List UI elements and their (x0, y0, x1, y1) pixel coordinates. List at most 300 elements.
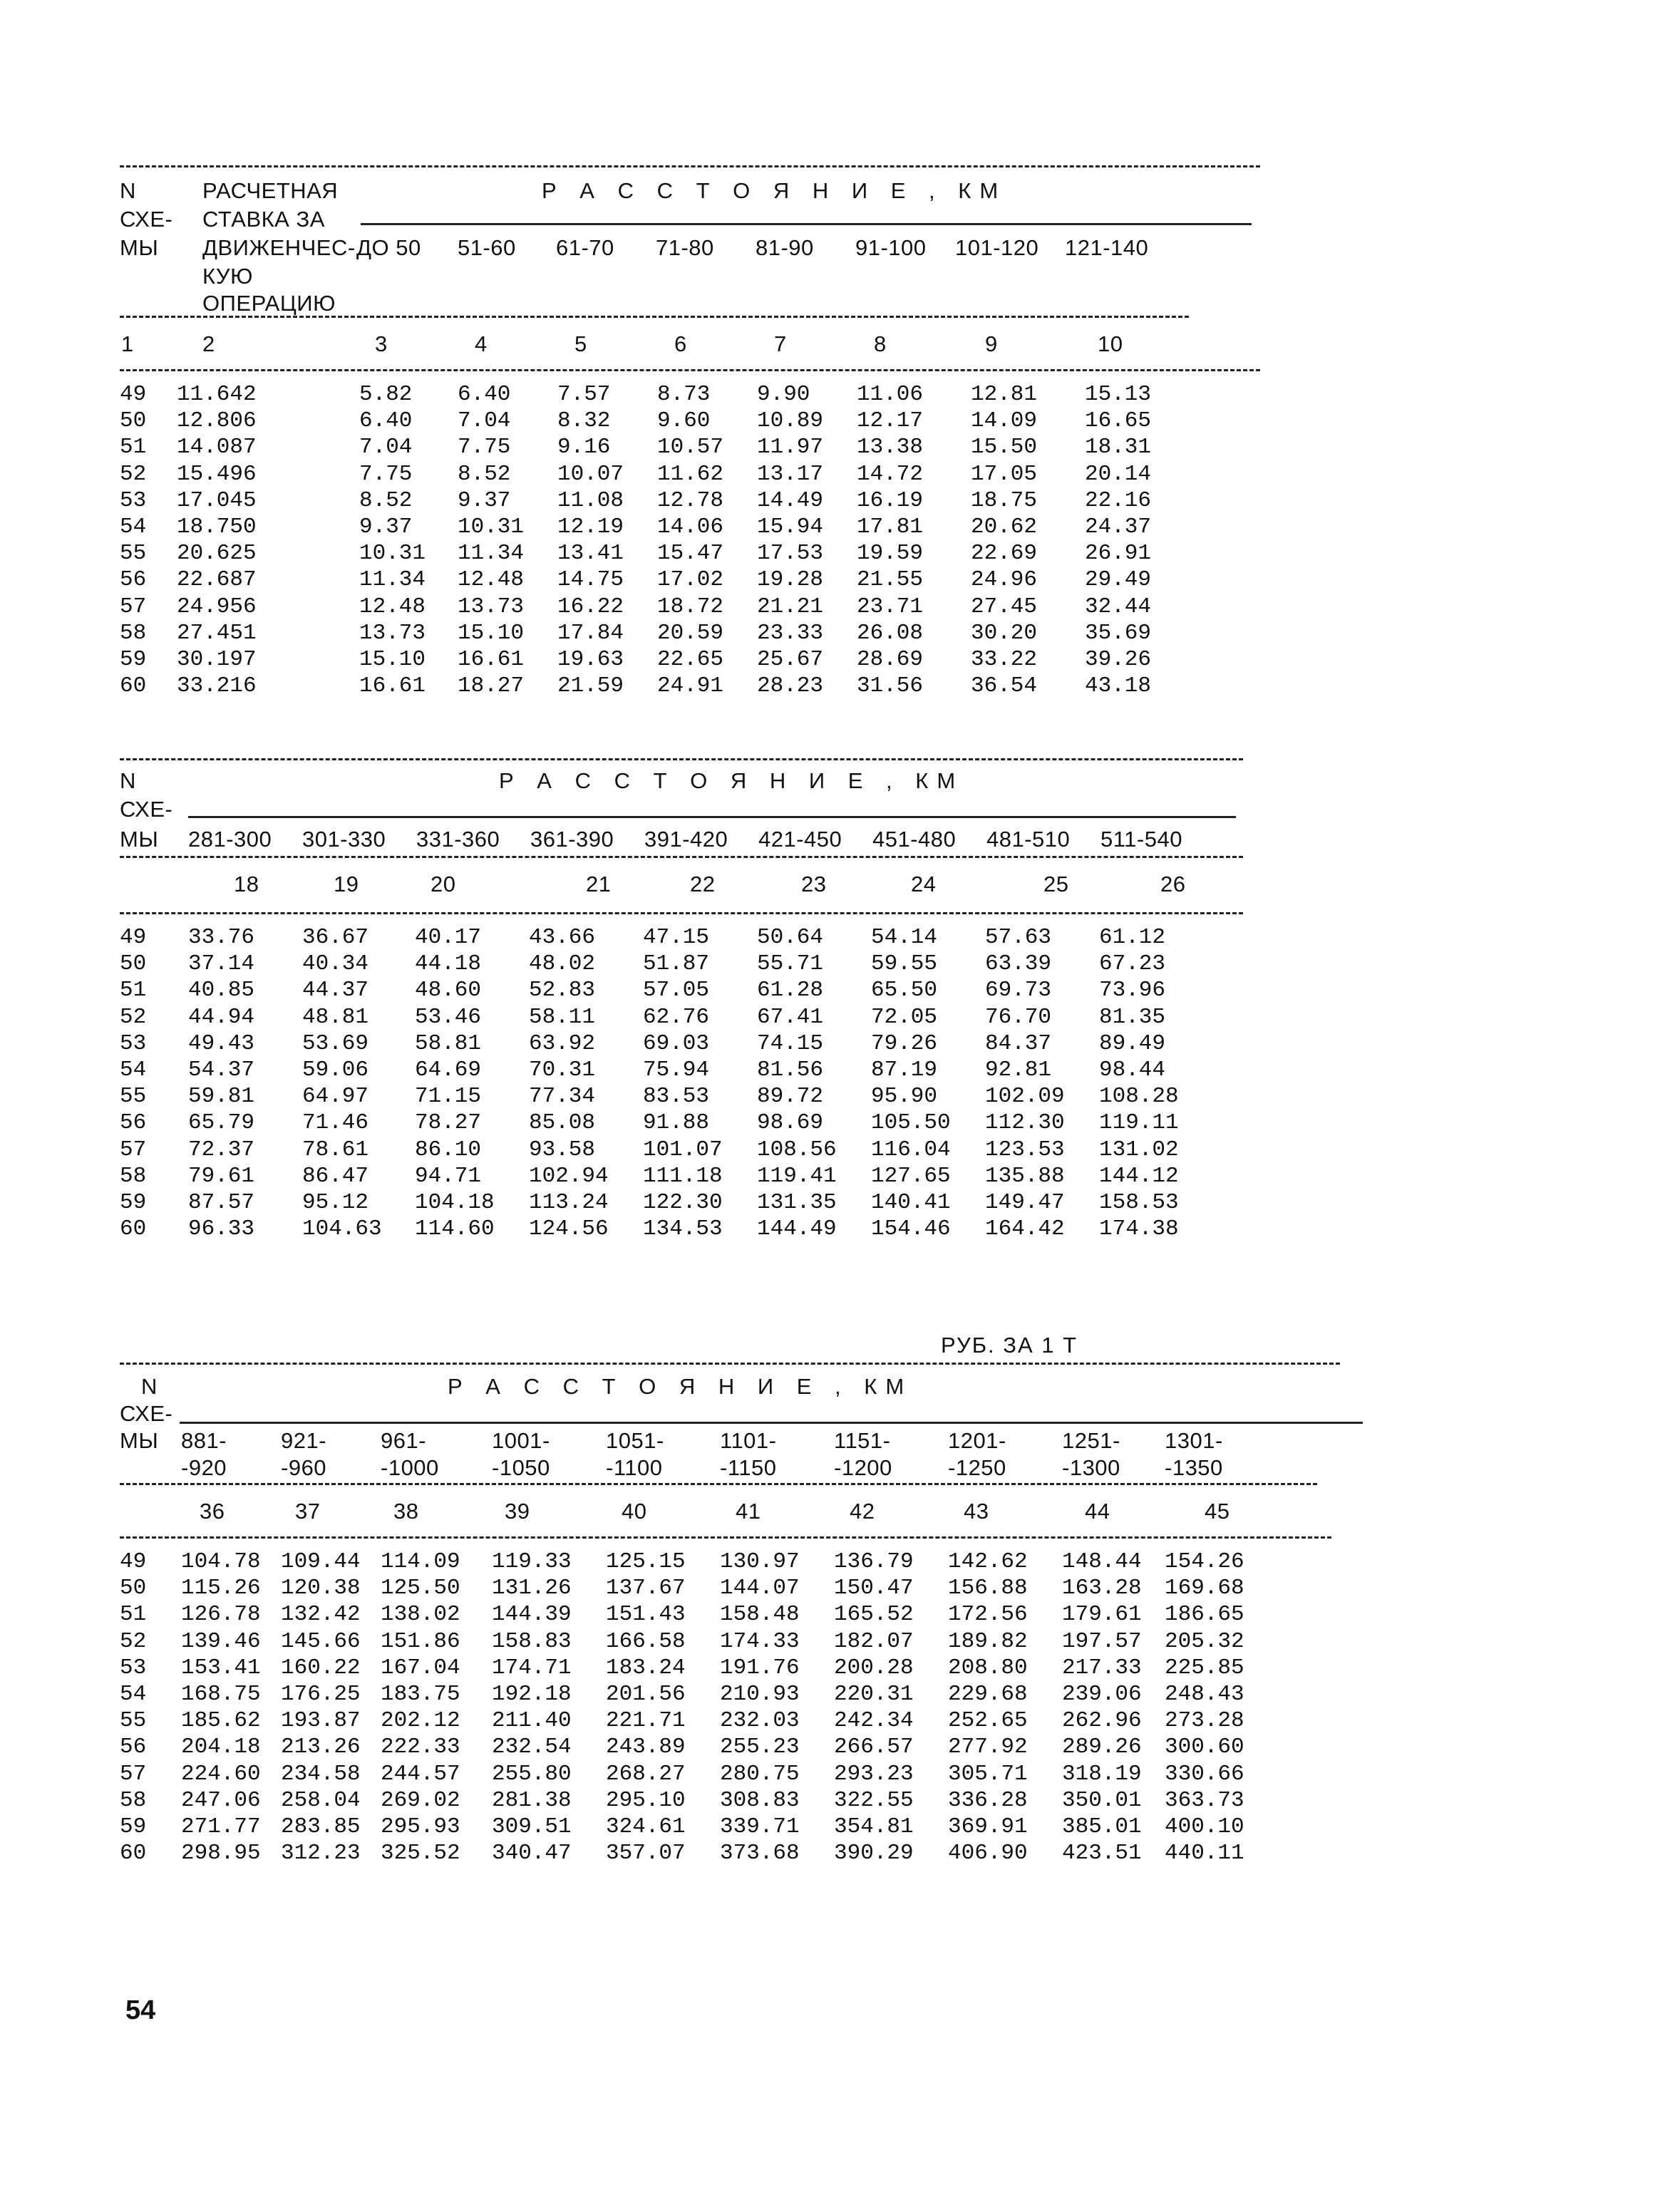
scheme-number: 52 (120, 1628, 147, 1654)
rate-cell: 363.73 (1165, 1787, 1244, 1813)
table-row (120, 1655, 1340, 1681)
table-row (120, 567, 1260, 593)
table-header (120, 760, 1243, 856)
table-row (120, 1628, 1340, 1655)
table-row (120, 594, 1260, 620)
rate-cell: 55.71 (757, 951, 824, 977)
rate-cell: 221.71 (606, 1708, 686, 1734)
col-number: 23 (801, 872, 827, 896)
rate-cell: 101.07 (643, 1137, 723, 1162)
rate-cell: 44.18 (415, 951, 482, 977)
rate-cell: 269.02 (381, 1787, 460, 1813)
col-number: 24 (911, 872, 937, 896)
rate-cell: 123.53 (985, 1137, 1065, 1162)
rate-cell: 289.26 (1062, 1735, 1142, 1760)
rate-cell: 17.05 (971, 461, 1038, 487)
rate-cell: 54.37 (188, 1057, 255, 1082)
col-number: 2 (202, 331, 215, 356)
rate-cell: 17.53 (757, 541, 824, 567)
group-underline (361, 223, 1252, 225)
rate-cell: 154.46 (871, 1216, 951, 1242)
rate-cell: 205.32 (1165, 1628, 1244, 1654)
table-row (120, 1840, 1340, 1866)
table-row (120, 924, 1243, 951)
rate-cell: 102.94 (529, 1163, 609, 1189)
table-header (120, 1365, 1340, 1483)
range-label: -920 (181, 1455, 227, 1480)
rate-cell: 15.13 (1085, 382, 1152, 407)
col-number: 21 (586, 872, 612, 896)
rate-cell: 115.26 (181, 1576, 261, 1601)
rate-cell: 130.97 (720, 1549, 800, 1574)
rate-cell: 8.32 (557, 408, 611, 434)
rate-cell: 11.08 (557, 487, 624, 513)
rate-cell: 14.75 (557, 567, 624, 593)
rate-cell: 122.30 (643, 1189, 723, 1215)
table-rule (120, 1536, 1331, 1539)
rate-cell: 64.97 (302, 1084, 369, 1110)
rate-cell: 16.61 (359, 673, 426, 699)
rate-cell: 158.48 (720, 1602, 800, 1628)
rate-cell: 69.03 (643, 1030, 710, 1056)
table-row (120, 540, 1260, 567)
rate-cell: 47.15 (643, 925, 710, 950)
table-row (120, 1787, 1340, 1814)
rate-cell: 81.35 (1099, 1004, 1166, 1030)
rate-cell: 136.79 (834, 1549, 914, 1574)
range-label: -960 (281, 1455, 327, 1480)
rate-cell: 9.90 (757, 382, 810, 407)
rate-cell: 222.33 (381, 1735, 460, 1760)
table-row (120, 1137, 1243, 1163)
rate-cell: 83.53 (643, 1084, 710, 1110)
rate-cell: 213.26 (281, 1735, 361, 1760)
rate-cell: 12.806 (177, 408, 257, 434)
rate-cell: 163.28 (1062, 1576, 1142, 1601)
rate-table-3 (120, 1323, 1340, 1866)
scheme-number: 50 (120, 951, 147, 977)
rate-cell: 104.78 (181, 1549, 261, 1574)
scheme-number: 55 (120, 1708, 147, 1734)
col-number: 8 (874, 331, 887, 356)
rate-cell: 57.05 (643, 978, 710, 1003)
rate-cell: 75.94 (643, 1057, 710, 1082)
col-n-label: МЫ (120, 235, 159, 260)
rate-cell: 79.61 (188, 1163, 255, 1189)
rate-cell: 21.21 (757, 594, 824, 619)
rate-cell: 86.47 (302, 1163, 369, 1189)
rate-cell: 14.72 (857, 461, 924, 487)
rate-cell: 18.750 (177, 514, 257, 539)
rate-cell: 26.91 (1085, 541, 1152, 567)
rate-cell: 277.92 (948, 1735, 1028, 1760)
rate-cell: 20.625 (177, 541, 257, 567)
col-number: 19 (334, 872, 359, 896)
range-label: 451-480 (872, 827, 957, 852)
rate-cell: 131.35 (757, 1189, 837, 1215)
rate-cell: 339.71 (720, 1814, 800, 1839)
col-rate-label: ДВИЖЕНЧЕС- (202, 235, 356, 260)
rate-cell: 15.47 (657, 541, 724, 567)
rate-cell: 12.78 (657, 487, 724, 513)
rate-cell: 19.59 (857, 541, 924, 567)
column-numbers (120, 858, 1243, 912)
table-rule (120, 912, 1243, 914)
rate-cell: 48.60 (415, 978, 482, 1003)
rate-cell: 158.83 (492, 1628, 572, 1654)
rate-cell: 15.10 (458, 620, 525, 646)
rate-cell: 5.82 (359, 382, 413, 407)
rate-cell: 59.06 (302, 1057, 369, 1082)
rate-cell: 53.46 (415, 1004, 482, 1030)
col-number: 6 (674, 331, 687, 356)
rate-cell: 22.69 (971, 541, 1038, 567)
rate-cell: 232.54 (492, 1735, 572, 1760)
rate-cell: 31.56 (857, 673, 924, 699)
range-label: 331-360 (416, 827, 500, 852)
range-label: 51-60 (458, 235, 516, 260)
scheme-number: 49 (120, 1549, 147, 1574)
rate-cell: 73.96 (1099, 978, 1166, 1003)
rate-cell: 167.04 (381, 1655, 460, 1680)
scheme-number: 60 (120, 1216, 147, 1242)
table-row (120, 646, 1260, 673)
rate-cell: 89.72 (757, 1084, 824, 1110)
rate-cell: 119.33 (492, 1549, 572, 1574)
scheme-number: 59 (120, 646, 147, 672)
scheme-number: 53 (120, 1655, 147, 1680)
rate-cell: 91.88 (643, 1110, 710, 1136)
table-row (120, 1083, 1243, 1110)
rate-cell: 6.40 (458, 382, 511, 407)
rate-cell: 53.69 (302, 1030, 369, 1056)
rate-cell: 149.47 (985, 1189, 1065, 1215)
rate-cell: 8.52 (458, 461, 511, 487)
rate-cell: 40.85 (188, 978, 255, 1003)
rate-cell: 255.80 (492, 1761, 572, 1787)
rate-cell: 281.38 (492, 1787, 572, 1813)
range-label: 921- (281, 1428, 327, 1453)
rate-cell: 134.53 (643, 1216, 723, 1242)
group-underline (188, 816, 1236, 818)
rate-cell: 17.045 (177, 487, 257, 513)
col-number: 3 (375, 331, 388, 356)
col-number: 38 (393, 1499, 419, 1524)
rate-cell: 17.81 (857, 514, 924, 539)
col-number: 20 (431, 872, 456, 896)
column-numbers (120, 1485, 1340, 1536)
rate-cell: 27.451 (177, 620, 257, 646)
rate-cell: 135.88 (985, 1163, 1065, 1189)
rate-cell: 67.23 (1099, 951, 1166, 977)
rate-cell: 165.52 (834, 1602, 914, 1628)
table-row (120, 1549, 1340, 1575)
rate-cell: 19.28 (757, 567, 824, 593)
range-label: 481-510 (986, 827, 1071, 852)
rate-cell: 33.22 (971, 646, 1038, 672)
rate-cell: 98.44 (1099, 1057, 1166, 1082)
rate-cell: 224.60 (181, 1761, 261, 1787)
rate-cell: 9.60 (657, 408, 711, 434)
distance-group-title: Р А С С Т О Я Н И Е , КМ (499, 768, 964, 793)
rate-cell: 7.75 (458, 435, 511, 460)
rate-cell: 242.34 (834, 1708, 914, 1734)
rate-cell: 11.34 (359, 567, 426, 593)
rate-cell: 119.11 (1099, 1110, 1179, 1136)
rate-cell: 298.95 (181, 1841, 261, 1866)
rate-cell: 183.75 (381, 1681, 460, 1707)
rate-cell: 28.23 (757, 673, 824, 699)
rate-cell: 22.687 (177, 567, 257, 593)
column-numbers (120, 318, 1260, 369)
rate-cell: 32.44 (1085, 594, 1152, 619)
range-label: 881- (181, 1428, 227, 1453)
rate-cell: 51.87 (643, 951, 710, 977)
rate-cell: 48.81 (302, 1004, 369, 1030)
scheme-number: 54 (120, 1681, 147, 1707)
rate-cell: 77.34 (529, 1084, 596, 1110)
rate-cell: 266.57 (834, 1735, 914, 1760)
rate-cell: 79.26 (871, 1030, 938, 1056)
rate-cell: 144.12 (1099, 1163, 1179, 1189)
table-row (120, 1189, 1243, 1216)
rate-cell: 71.46 (302, 1110, 369, 1136)
rate-cell: 44.94 (188, 1004, 255, 1030)
rate-cell: 43.66 (529, 925, 596, 950)
scheme-number: 49 (120, 382, 147, 407)
rate-cell: 72.37 (188, 1137, 255, 1162)
rate-cell: 78.61 (302, 1137, 369, 1162)
rate-cell: 211.40 (492, 1708, 572, 1734)
rate-cell: 217.33 (1062, 1655, 1142, 1680)
scheme-number: 50 (120, 408, 147, 434)
rate-cell: 48.02 (529, 951, 596, 977)
col-n-label: СХЕ- (120, 1401, 173, 1426)
table-row (120, 1163, 1243, 1189)
rate-cell: 295.10 (606, 1787, 686, 1813)
rate-cell: 174.33 (720, 1628, 800, 1654)
scheme-number: 56 (120, 567, 147, 593)
rate-cell: 85.08 (529, 1110, 596, 1136)
rate-cell: 12.48 (458, 567, 525, 593)
rate-cell: 7.04 (359, 435, 413, 460)
table-row (120, 1004, 1243, 1030)
rate-cell: 95.12 (302, 1189, 369, 1215)
range-label: -1150 (720, 1455, 777, 1480)
rate-cell: 16.19 (857, 487, 924, 513)
rate-cell: 158.53 (1099, 1189, 1179, 1215)
rate-cell: 13.38 (857, 435, 924, 460)
col-number: 25 (1043, 872, 1069, 896)
rate-cell: 305.71 (948, 1761, 1028, 1787)
rate-cell: 8.52 (359, 487, 413, 513)
rate-cell: 111.18 (643, 1163, 723, 1189)
rate-cell: 18.72 (657, 594, 724, 619)
rate-cell: 37.14 (188, 951, 255, 977)
col-number: 22 (690, 872, 716, 896)
table-row (120, 381, 1260, 408)
rate-cell: 373.68 (720, 1841, 800, 1866)
rate-cell: 112.30 (985, 1110, 1065, 1136)
rate-cell: 283.85 (281, 1814, 361, 1839)
rate-cell: 145.66 (281, 1628, 361, 1654)
range-label: 1001- (492, 1428, 550, 1453)
table-row (120, 408, 1260, 434)
scheme-number: 54 (120, 514, 147, 539)
rate-cell: 185.62 (181, 1708, 261, 1734)
rate-cell: 64.69 (415, 1057, 482, 1082)
rate-cell: 6.40 (359, 408, 413, 434)
rate-cell: 330.66 (1165, 1761, 1244, 1787)
rate-cell: 14.06 (657, 514, 724, 539)
rate-cell: 189.82 (948, 1628, 1028, 1654)
col-number: 18 (234, 872, 259, 896)
rate-cell: 108.56 (757, 1137, 837, 1162)
rate-cell: 192.18 (492, 1681, 572, 1707)
rate-cell: 15.50 (971, 435, 1038, 460)
col-rate-label: РАСЧЕТНАЯ (202, 178, 339, 203)
table-row (120, 977, 1243, 1003)
rate-cell: 113.24 (529, 1189, 609, 1215)
rate-cell: 144.07 (720, 1576, 800, 1601)
rate-cell: 28.69 (857, 646, 924, 672)
rate-cell: 74.15 (757, 1030, 824, 1056)
col-n-label: МЫ (120, 1428, 159, 1453)
rate-cell: 23.71 (857, 594, 924, 619)
rate-cell: 49.43 (188, 1030, 255, 1056)
rate-cell: 11.06 (857, 382, 924, 407)
rate-cell: 137.67 (606, 1576, 686, 1601)
table-row (120, 620, 1260, 646)
rate-cell: 17.84 (557, 620, 624, 646)
rate-cell: 7.75 (359, 461, 413, 487)
rate-cell: 193.87 (281, 1708, 361, 1734)
rate-cell: 139.46 (181, 1628, 261, 1654)
distance-group-title: Р А С С Т О Я Н И Е , КМ (542, 178, 1007, 203)
col-number: 1 (121, 331, 134, 356)
table-row (120, 1601, 1340, 1628)
rate-cell: 182.07 (834, 1628, 914, 1654)
rate-cell: 9.37 (458, 487, 511, 513)
rate-cell: 232.03 (720, 1708, 800, 1734)
col-n-label: N (141, 1374, 158, 1399)
rate-cell: 71.15 (415, 1084, 482, 1110)
range-label: 101-120 (955, 235, 1039, 260)
rate-cell: 324.61 (606, 1814, 686, 1839)
rate-cell: 109.44 (281, 1549, 361, 1574)
rate-cell: 164.42 (985, 1216, 1065, 1242)
rate-cell: 36.54 (971, 673, 1038, 699)
rate-cell: 15.496 (177, 461, 257, 487)
scheme-number: 58 (120, 620, 147, 646)
rate-cell: 201.56 (606, 1681, 686, 1707)
table-row (120, 1707, 1340, 1734)
range-label: 61-70 (556, 235, 614, 260)
rate-cell: 20.14 (1085, 461, 1152, 487)
rate-cell: 104.18 (415, 1189, 495, 1215)
rate-cell: 191.76 (720, 1655, 800, 1680)
rate-cell: 20.59 (657, 620, 724, 646)
rate-cell: 325.52 (381, 1841, 460, 1866)
rate-cell: 33.216 (177, 673, 257, 699)
table-body (120, 924, 1243, 1242)
rate-cell: 10.07 (557, 461, 624, 487)
rate-cell: 27.45 (971, 594, 1038, 619)
distance-group-title: Р А С С Т О Я Н И Е , КМ (448, 1374, 913, 1399)
rate-cell: 12.48 (359, 594, 426, 619)
rate-cell: 22.65 (657, 646, 724, 672)
table-body (120, 1549, 1340, 1866)
col-n-label: СХЕ- (120, 207, 173, 232)
scheme-number: 57 (120, 1761, 147, 1787)
range-label: -1250 (948, 1455, 1006, 1480)
col-number: 7 (774, 331, 787, 356)
rate-cell: 154.26 (1165, 1549, 1244, 1574)
table-row (120, 1814, 1340, 1840)
col-n-label: СХЕ- (120, 797, 173, 822)
range-label: 961- (381, 1428, 427, 1453)
rate-cell: 40.34 (302, 951, 369, 977)
rate-cell: 150.47 (834, 1576, 914, 1601)
rate-cell: 119.41 (757, 1163, 837, 1189)
rate-cell: 86.10 (415, 1137, 482, 1162)
rate-cell: 33.76 (188, 925, 255, 950)
scheme-number: 60 (120, 1841, 147, 1866)
rate-cell: 176.25 (281, 1681, 361, 1707)
rate-cell: 239.06 (1062, 1681, 1142, 1707)
rate-cell: 30.197 (177, 646, 257, 672)
rate-cell: 67.41 (757, 1004, 824, 1030)
rate-cell: 357.07 (606, 1841, 686, 1866)
range-label: -1200 (834, 1455, 892, 1480)
scheme-number: 59 (120, 1189, 147, 1215)
rate-cell: 81.56 (757, 1057, 824, 1082)
rate-cell: 16.65 (1085, 408, 1152, 434)
col-number: 37 (295, 1499, 321, 1524)
rate-cell: 61.12 (1099, 925, 1166, 950)
rate-cell: 92.81 (985, 1057, 1052, 1082)
table-row (120, 673, 1260, 699)
scheme-number: 58 (120, 1163, 147, 1189)
rate-cell: 13.41 (557, 541, 624, 567)
col-number: 26 (1160, 872, 1186, 896)
rate-cell: 10.89 (757, 408, 824, 434)
rate-cell: 13.73 (359, 620, 426, 646)
rate-table-1 (120, 165, 1260, 699)
table-row (120, 434, 1260, 460)
rate-cell: 350.01 (1062, 1787, 1142, 1813)
rate-cell: 52.83 (529, 978, 596, 1003)
table-row (120, 461, 1260, 487)
rate-cell: 309.51 (492, 1814, 572, 1839)
rate-cell: 153.41 (181, 1655, 261, 1680)
rate-cell: 87.19 (871, 1057, 938, 1082)
rate-cell: 10.31 (359, 541, 426, 567)
table-row (120, 1216, 1243, 1242)
col-number: 41 (736, 1499, 761, 1524)
rate-cell: 61.28 (757, 978, 824, 1003)
scheme-number: 60 (120, 673, 147, 699)
rate-cell: 234.58 (281, 1761, 361, 1787)
rate-cell: 423.51 (1062, 1841, 1142, 1866)
rate-cell: 17.02 (657, 567, 724, 593)
rate-cell: 151.43 (606, 1602, 686, 1628)
rate-cell: 36.67 (302, 925, 369, 950)
rate-cell: 125.50 (381, 1576, 460, 1601)
rate-cell: 16.22 (557, 594, 624, 619)
rate-cell: 25.67 (757, 646, 824, 672)
rate-cell: 255.23 (720, 1735, 800, 1760)
